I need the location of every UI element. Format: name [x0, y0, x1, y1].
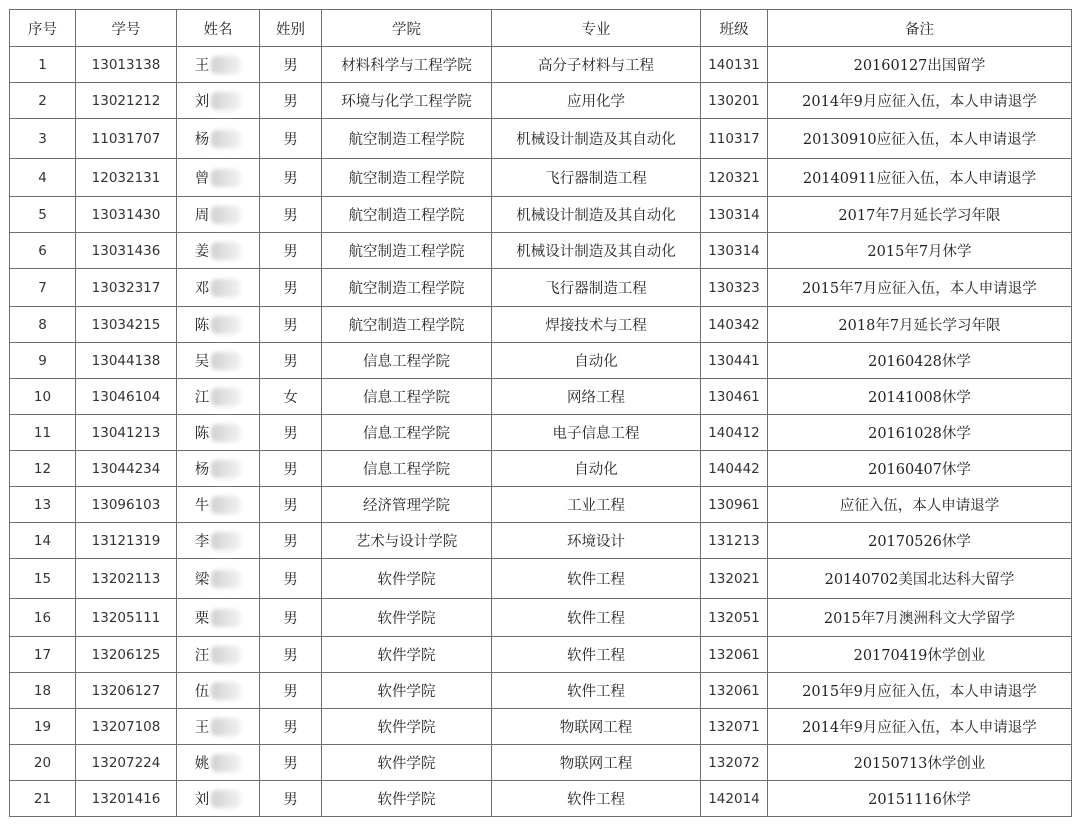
- row-no: 16: [10, 599, 76, 637]
- student-name-text: 王: [194, 58, 210, 74]
- row-no: 17: [10, 637, 76, 673]
- row-gender: 男: [260, 269, 322, 307]
- row-gender: 男: [260, 343, 322, 379]
- row-no: 11: [10, 415, 76, 451]
- row-major: 软件工程: [492, 559, 701, 599]
- row-class: 140131: [701, 47, 768, 83]
- row-no: 5: [10, 197, 76, 233]
- row-student-id: 13201416: [76, 781, 177, 817]
- student-name-text: 陈: [194, 318, 210, 334]
- row-major: 软件工程: [492, 637, 701, 673]
- row-note: 2015年9月应征入伍，本人申请退学: [768, 673, 1072, 709]
- header-no: 序号: [10, 10, 76, 47]
- row-student-id: 13205111: [76, 599, 177, 637]
- row-student-id: 13031436: [76, 233, 177, 269]
- redaction-blur: [211, 790, 241, 808]
- row-gender: 男: [260, 159, 322, 197]
- row-gender: 男: [260, 523, 322, 559]
- row-name: [177, 781, 260, 817]
- row-college: 经济管理学院: [322, 487, 492, 523]
- table-row: [10, 709, 1072, 745]
- row-student-id: 13013138: [76, 47, 177, 83]
- row-class: 130961: [701, 487, 768, 523]
- row-college: 航空制造工程学院: [322, 307, 492, 343]
- row-note: 2015年7月休学: [768, 233, 1072, 269]
- row-major: 物联网工程: [492, 745, 701, 781]
- row-class: 132061: [701, 673, 768, 709]
- table-row: [10, 487, 1072, 523]
- row-class: 131213: [701, 523, 768, 559]
- row-name: [177, 637, 260, 673]
- row-note: 20151116休学: [768, 781, 1072, 817]
- row-no: 10: [10, 379, 76, 415]
- row-college: 软件学院: [322, 673, 492, 709]
- row-no: 21: [10, 781, 76, 817]
- row-student-id: 12032131: [76, 159, 177, 197]
- row-gender: 男: [260, 415, 322, 451]
- row-major: 飞行器制造工程: [492, 269, 701, 307]
- row-gender: 男: [260, 599, 322, 637]
- row-student-id: 13031430: [76, 197, 177, 233]
- row-note: 2015年7月应征入伍，本人申请退学: [768, 269, 1072, 307]
- row-note: 2014年9月应征入伍，本人申请退学: [768, 709, 1072, 745]
- row-class: 130314: [701, 233, 768, 269]
- row-major: 软件工程: [492, 673, 701, 709]
- redaction-blur: [211, 570, 241, 588]
- redaction-blur: [211, 56, 241, 74]
- row-student-id: 13021212: [76, 83, 177, 119]
- row-gender: 男: [260, 197, 322, 233]
- row-name: [177, 83, 260, 119]
- student-table: [9, 9, 1072, 817]
- row-major: 应用化学: [492, 83, 701, 119]
- header-note: 备注: [768, 10, 1072, 47]
- row-major: 机械设计制造及其自动化: [492, 119, 701, 159]
- row-note: 2015年7月澳洲科文大学留学: [768, 599, 1072, 637]
- row-note: 20160127出国留学: [768, 47, 1072, 83]
- row-class: 132051: [701, 599, 768, 637]
- row-gender: 男: [260, 559, 322, 599]
- table-row: [10, 197, 1072, 233]
- redaction-blur: [211, 646, 241, 664]
- header-major: 专业: [492, 10, 701, 47]
- table-row: [10, 451, 1072, 487]
- row-gender: 男: [260, 119, 322, 159]
- student-name-text: 周: [194, 208, 210, 224]
- row-name: [177, 673, 260, 709]
- row-class: 132072: [701, 745, 768, 781]
- redaction-blur: [211, 532, 241, 550]
- row-no: 9: [10, 343, 76, 379]
- row-name: [177, 559, 260, 599]
- row-class: 132021: [701, 559, 768, 599]
- redaction-blur: [211, 754, 241, 772]
- row-gender: 男: [260, 781, 322, 817]
- row-student-id: 13207108: [76, 709, 177, 745]
- row-note: 2014年9月应征入伍，本人申请退学: [768, 83, 1072, 119]
- row-class: 130461: [701, 379, 768, 415]
- row-college: 信息工程学院: [322, 379, 492, 415]
- row-student-id: 13121319: [76, 523, 177, 559]
- row-major: 物联网工程: [492, 709, 701, 745]
- row-major: 网络工程: [492, 379, 701, 415]
- student-name-text: 伍: [194, 684, 210, 700]
- row-no: 2: [10, 83, 76, 119]
- redaction-blur: [211, 682, 241, 700]
- row-name: [177, 487, 260, 523]
- row-no: 1: [10, 47, 76, 83]
- row-no: 13: [10, 487, 76, 523]
- header-student-id: 学号: [76, 10, 177, 47]
- row-college: 航空制造工程学院: [322, 119, 492, 159]
- row-student-id: 13096103: [76, 487, 177, 523]
- row-college: 信息工程学院: [322, 415, 492, 451]
- redaction-blur: [211, 496, 241, 514]
- row-name: [177, 233, 260, 269]
- redaction-blur: [211, 424, 241, 442]
- row-class: 120321: [701, 159, 768, 197]
- row-college: 航空制造工程学院: [322, 197, 492, 233]
- table-row: [10, 83, 1072, 119]
- table-row: [10, 559, 1072, 599]
- row-class: 130201: [701, 83, 768, 119]
- header-gender: 姓别: [260, 10, 322, 47]
- row-student-id: 13032317: [76, 269, 177, 307]
- row-student-id: 13044234: [76, 451, 177, 487]
- row-name: [177, 745, 260, 781]
- row-name: [177, 197, 260, 233]
- table-row: [10, 415, 1072, 451]
- row-gender: 男: [260, 745, 322, 781]
- row-class: 132071: [701, 709, 768, 745]
- student-name-text: 刘: [194, 792, 210, 808]
- row-class: 132061: [701, 637, 768, 673]
- row-note: 20150713休学创业: [768, 745, 1072, 781]
- row-note: 20140911应征入伍，本人申请退学: [768, 159, 1072, 197]
- student-name-text: 邓: [194, 281, 210, 297]
- row-college: 环境与化学工程学院: [322, 83, 492, 119]
- row-college: 软件学院: [322, 559, 492, 599]
- row-gender: 男: [260, 709, 322, 745]
- row-college: 信息工程学院: [322, 343, 492, 379]
- row-class: 110317: [701, 119, 768, 159]
- row-note: 2018年7月延长学习年限: [768, 307, 1072, 343]
- student-name-text: 吴: [194, 354, 210, 370]
- row-note: 20170419休学创业: [768, 637, 1072, 673]
- row-no: 8: [10, 307, 76, 343]
- table-row: [10, 379, 1072, 415]
- row-college: 艺术与设计学院: [322, 523, 492, 559]
- redaction-blur: [211, 388, 241, 406]
- row-class: 140342: [701, 307, 768, 343]
- row-gender: 女: [260, 379, 322, 415]
- row-student-id: 13041213: [76, 415, 177, 451]
- row-college: 软件学院: [322, 745, 492, 781]
- student-name-text: 江: [194, 390, 210, 406]
- row-student-id: 13206127: [76, 673, 177, 709]
- row-student-id: 11031707: [76, 119, 177, 159]
- row-name: [177, 379, 260, 415]
- row-note: 20141008休学: [768, 379, 1072, 415]
- row-major: 电子信息工程: [492, 415, 701, 451]
- row-note: 20140702美国北达科大留学: [768, 559, 1072, 599]
- row-college: 航空制造工程学院: [322, 233, 492, 269]
- student-name-text: 李: [194, 534, 210, 550]
- row-name: [177, 343, 260, 379]
- header-row: [10, 10, 1072, 47]
- row-no: 3: [10, 119, 76, 159]
- row-class: 142014: [701, 781, 768, 817]
- student-name-text: 杨: [194, 462, 210, 478]
- row-college: 信息工程学院: [322, 451, 492, 487]
- student-name-text: 汪: [194, 648, 210, 664]
- row-major: 自动化: [492, 343, 701, 379]
- row-name: [177, 159, 260, 197]
- table-row: [10, 673, 1072, 709]
- student-name-text: 牛: [194, 498, 210, 514]
- row-college: 航空制造工程学院: [322, 159, 492, 197]
- table-row: [10, 233, 1072, 269]
- header-class: 班级: [701, 10, 768, 47]
- student-name-text: 王: [194, 720, 210, 736]
- row-name: [177, 599, 260, 637]
- row-name: [177, 269, 260, 307]
- row-major: 机械设计制造及其自动化: [492, 197, 701, 233]
- row-major: 自动化: [492, 451, 701, 487]
- table-row: [10, 781, 1072, 817]
- row-name: [177, 451, 260, 487]
- row-name: [177, 47, 260, 83]
- row-note: 20160428休学: [768, 343, 1072, 379]
- row-class: 130323: [701, 269, 768, 307]
- table-row: [10, 269, 1072, 307]
- student-name-text: 曾: [194, 171, 210, 187]
- row-name: [177, 119, 260, 159]
- header-name: 姓名: [177, 10, 260, 47]
- row-class: 130314: [701, 197, 768, 233]
- row-gender: 男: [260, 451, 322, 487]
- row-no: 4: [10, 159, 76, 197]
- row-gender: 男: [260, 47, 322, 83]
- student-name-text: 梁: [194, 572, 210, 588]
- row-note: 20130910应征入伍，本人申请退学: [768, 119, 1072, 159]
- row-note: 20170526休学: [768, 523, 1072, 559]
- row-no: 15: [10, 559, 76, 599]
- row-no: 18: [10, 673, 76, 709]
- student-name-text: 杨: [194, 132, 210, 148]
- row-no: 20: [10, 745, 76, 781]
- row-name: [177, 307, 260, 343]
- row-major: 工业工程: [492, 487, 701, 523]
- table-row: [10, 307, 1072, 343]
- row-class: 140412: [701, 415, 768, 451]
- redaction-blur: [211, 130, 241, 148]
- student-name-text: 栗: [194, 611, 210, 627]
- row-college: 航空制造工程学院: [322, 269, 492, 307]
- row-student-id: 13034215: [76, 307, 177, 343]
- row-gender: 男: [260, 307, 322, 343]
- table-row: [10, 637, 1072, 673]
- redaction-blur: [211, 352, 241, 370]
- row-no: 7: [10, 269, 76, 307]
- row-note: 应征入伍，本人申请退学: [768, 487, 1072, 523]
- row-college: 材料科学与工程学院: [322, 47, 492, 83]
- row-note: 20161028休学: [768, 415, 1072, 451]
- row-major: 软件工程: [492, 781, 701, 817]
- redaction-blur: [211, 92, 241, 110]
- redaction-blur: [211, 279, 241, 297]
- table-row: [10, 523, 1072, 559]
- row-major: 软件工程: [492, 599, 701, 637]
- row-student-id: 13044138: [76, 343, 177, 379]
- row-class: 140442: [701, 451, 768, 487]
- student-name-text: 陈: [194, 426, 210, 442]
- row-no: 19: [10, 709, 76, 745]
- row-college: 软件学院: [322, 599, 492, 637]
- row-major: 焊接技术与工程: [492, 307, 701, 343]
- row-student-id: 13207224: [76, 745, 177, 781]
- table-row: [10, 119, 1072, 159]
- student-name-text: 刘: [194, 94, 210, 110]
- row-name: [177, 709, 260, 745]
- row-no: 12: [10, 451, 76, 487]
- table-row: [10, 599, 1072, 637]
- row-note: 2017年7月延长学习年限: [768, 197, 1072, 233]
- redaction-blur: [211, 242, 241, 260]
- row-major: 高分子材料与工程: [492, 47, 701, 83]
- table-row: [10, 47, 1072, 83]
- row-college: 软件学院: [322, 637, 492, 673]
- row-student-id: 13202113: [76, 559, 177, 599]
- row-major: 环境设计: [492, 523, 701, 559]
- redaction-blur: [211, 316, 241, 334]
- row-gender: 男: [260, 487, 322, 523]
- row-class: 130441: [701, 343, 768, 379]
- table-row: [10, 343, 1072, 379]
- row-no: 6: [10, 233, 76, 269]
- row-major: 飞行器制造工程: [492, 159, 701, 197]
- table-row: [10, 745, 1072, 781]
- student-name-text: 姜: [194, 244, 210, 260]
- row-gender: 男: [260, 233, 322, 269]
- redaction-blur: [211, 718, 241, 736]
- row-college: 软件学院: [322, 781, 492, 817]
- row-college: 软件学院: [322, 709, 492, 745]
- row-major: 机械设计制造及其自动化: [492, 233, 701, 269]
- row-no: 14: [10, 523, 76, 559]
- row-name: [177, 415, 260, 451]
- row-gender: 男: [260, 673, 322, 709]
- row-note: 20160407休学: [768, 451, 1072, 487]
- student-name-text: 姚: [194, 756, 210, 772]
- table-row: [10, 159, 1072, 197]
- row-name: [177, 523, 260, 559]
- redaction-blur: [211, 169, 241, 187]
- row-student-id: 13206125: [76, 637, 177, 673]
- row-gender: 男: [260, 637, 322, 673]
- row-gender: 男: [260, 83, 322, 119]
- redaction-blur: [211, 609, 241, 627]
- header-college: 学院: [322, 10, 492, 47]
- redaction-blur: [211, 460, 241, 478]
- redaction-blur: [211, 206, 241, 224]
- row-student-id: 13046104: [76, 379, 177, 415]
